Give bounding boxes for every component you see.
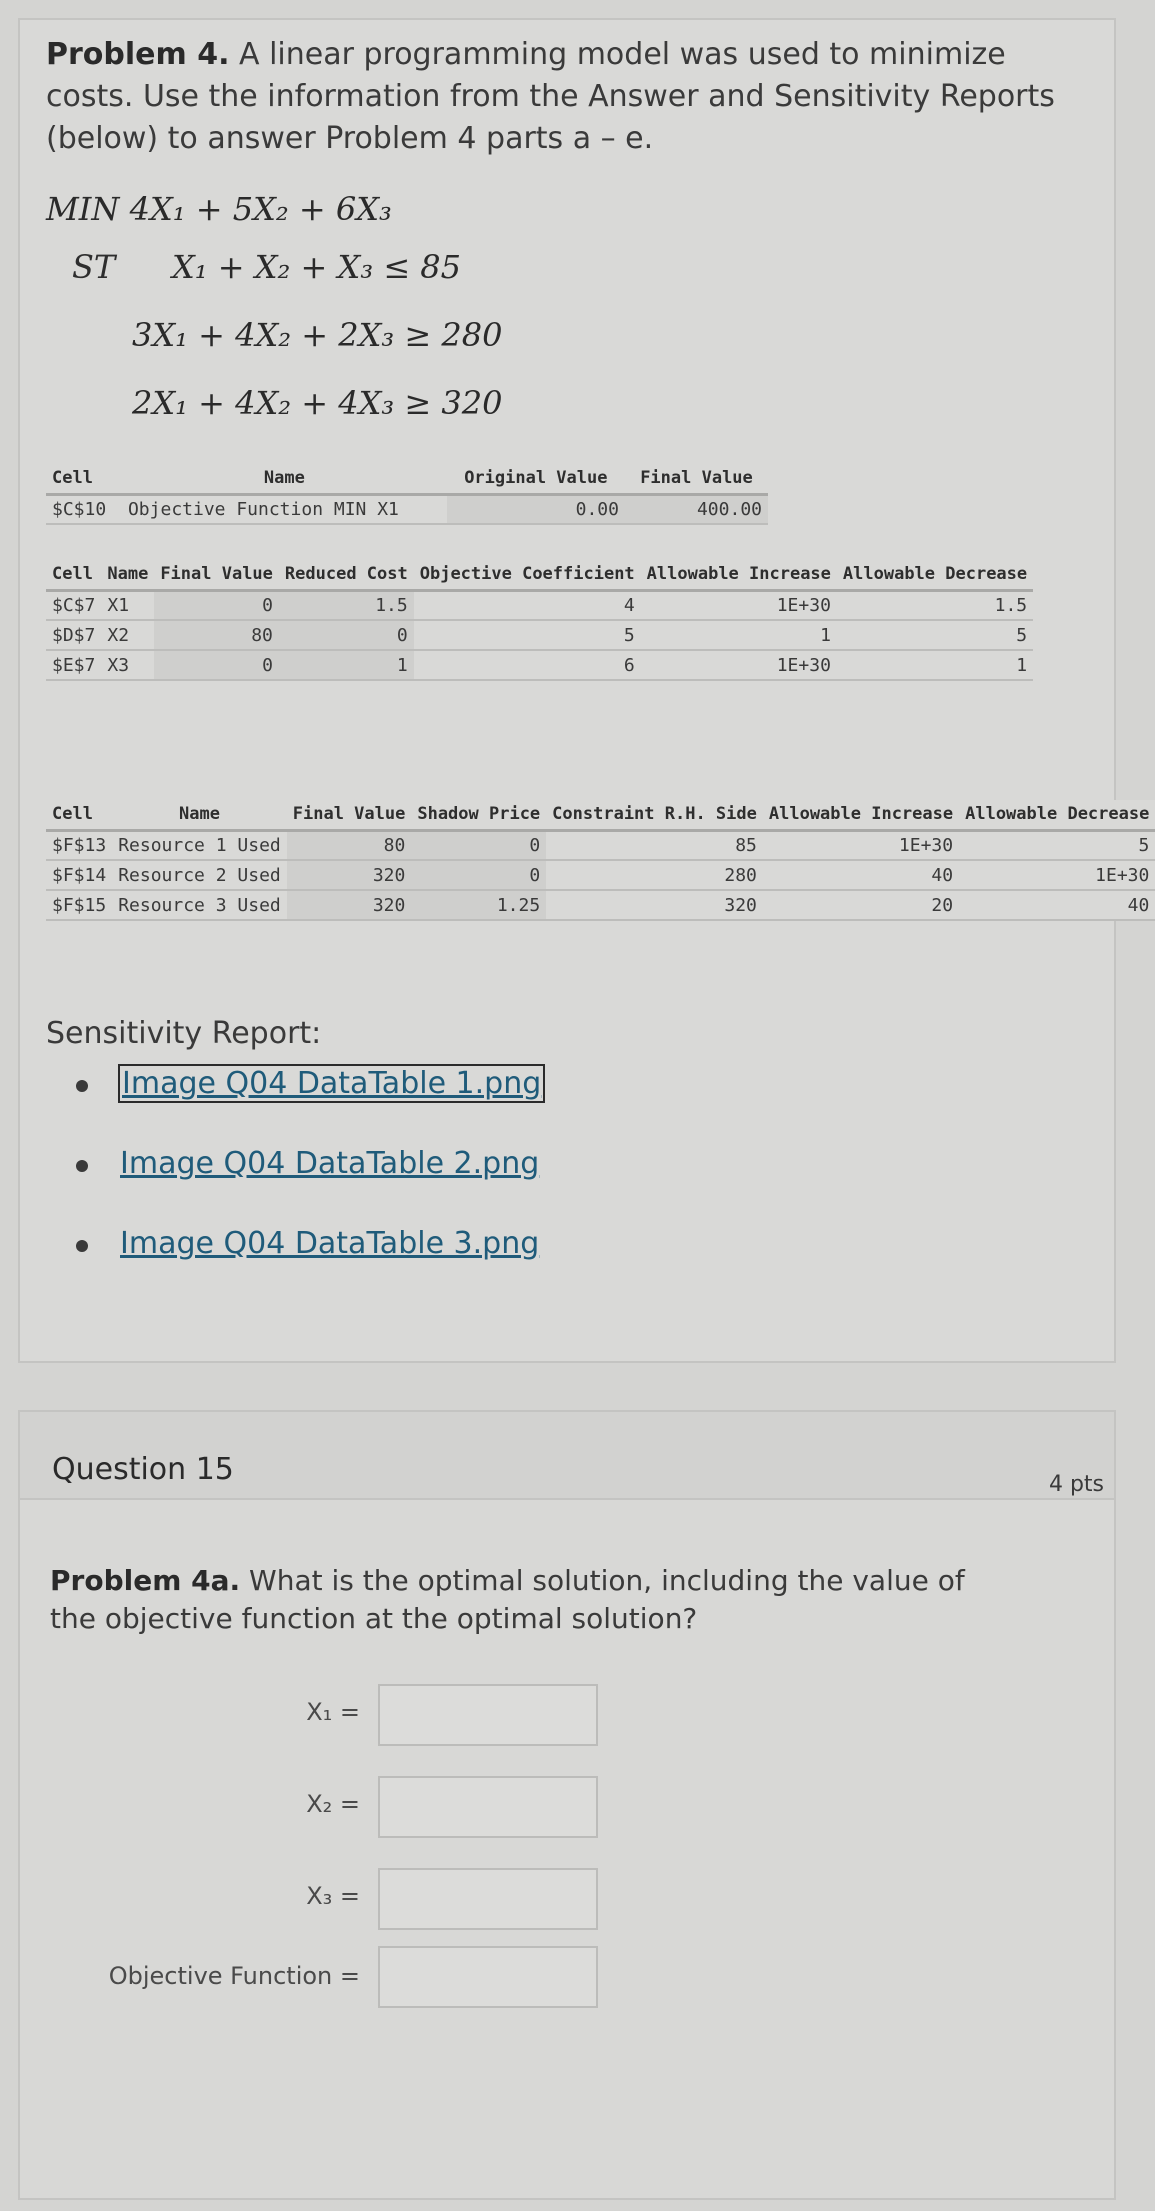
col-header: Name <box>112 800 287 830</box>
cell: Resource 2 Used <box>112 860 287 890</box>
col-header: Cell <box>46 464 122 494</box>
question-header <box>18 1410 1116 1500</box>
cell: 320 <box>546 890 763 920</box>
cell: Resource 3 Used <box>112 890 287 920</box>
col-header: Allowable Increase <box>763 800 959 830</box>
cell: 0.00 <box>447 494 625 524</box>
constraint-3: 2X₁ + 4X₂ + 4X₃ ≥ 320 <box>132 384 503 422</box>
col-header: Allowable Increase <box>641 560 837 590</box>
cell: 5 <box>959 830 1155 860</box>
cell: 0 <box>411 830 546 860</box>
col-header: Name <box>122 464 447 494</box>
constraint-1: X₁ + X₂ + X₃ ≤ 85 <box>172 248 462 286</box>
cell: 5 <box>414 620 641 650</box>
objective-function-label: Objective Function = <box>108 1962 360 1990</box>
cell: 85 <box>546 830 763 860</box>
table-row <box>46 890 1155 920</box>
cell: 1E+30 <box>641 590 837 620</box>
cell: 320 <box>287 890 412 920</box>
question-lead: Problem 4a. <box>50 1564 241 1597</box>
attachment-link-2[interactable]: Image Q04 DataTable 2.png <box>120 1146 540 1181</box>
constraints-table <box>46 800 1155 921</box>
sensitivity-title: Sensitivity Report: <box>46 1016 322 1051</box>
cell: 1E+30 <box>763 830 959 860</box>
objective-function: MIN 4X₁ + 5X₂ + 6X₃ <box>46 190 392 228</box>
cell: $C$7 <box>46 590 101 620</box>
table-row <box>46 620 1033 650</box>
cell: 0 <box>154 650 279 680</box>
cell: 1.5 <box>279 590 414 620</box>
cell: X2 <box>101 620 154 650</box>
cell: $F$13 <box>46 830 112 860</box>
question-prompt: What is the optimal solution, including the value of the objective function at the optimal solution? <box>50 1564 965 1635</box>
cell: 0 <box>279 620 414 650</box>
x1-label: X₁ = <box>306 1698 360 1726</box>
cell: 1 <box>837 650 1033 680</box>
cell: 80 <box>154 620 279 650</box>
x2-label: X₂ = <box>306 1790 360 1818</box>
cell: 0 <box>411 860 546 890</box>
objective-function-input[interactable] <box>378 1946 598 2008</box>
cell: 1.5 <box>837 590 1033 620</box>
cell: X1 <box>101 590 154 620</box>
cell: $C$10 <box>46 494 122 524</box>
attachment-link-3[interactable]: Image Q04 DataTable 3.png <box>120 1226 540 1261</box>
attachment-link-1[interactable]: Image Q04 DataTable 1.png <box>122 1066 542 1101</box>
cell: 40 <box>763 860 959 890</box>
cell: $E$7 <box>46 650 101 680</box>
cell: $D$7 <box>46 620 101 650</box>
col-header: Name <box>101 560 154 590</box>
cell: 20 <box>763 890 959 920</box>
table-row <box>46 860 1155 890</box>
cell: 4 <box>414 590 641 620</box>
table-row <box>46 590 1033 620</box>
attachment-list <box>76 1066 543 1306</box>
list-item <box>76 1226 543 1306</box>
col-header: Cell <box>46 560 101 590</box>
col-header: Original Value <box>447 464 625 494</box>
cell: 280 <box>546 860 763 890</box>
list-item <box>76 1146 543 1226</box>
col-header: Shadow Price <box>411 800 546 830</box>
cell: X3 <box>101 650 154 680</box>
cell: 1E+30 <box>641 650 837 680</box>
problem-lead: Problem 4. <box>46 37 230 72</box>
x1-input[interactable] <box>378 1684 598 1746</box>
problem-text: A linear programming model was used to minimize costs. Use the information from the Answer and Sensitivity Reports (below) to answer Problem 4 parts a – e. <box>46 37 1055 156</box>
st-label: ST <box>72 248 116 286</box>
cell: 1.25 <box>411 890 546 920</box>
col-header: Final Value <box>287 800 412 830</box>
cell: 40 <box>959 890 1155 920</box>
question-text <box>50 1562 1010 1638</box>
col-header: Allowable Decrease <box>837 560 1033 590</box>
col-header: Final Value <box>625 464 768 494</box>
col-header: Cell <box>46 800 112 830</box>
objective-cell-table <box>46 464 768 525</box>
question-points: 4 pts <box>1048 1472 1104 1497</box>
cell: 320 <box>287 860 412 890</box>
variable-cells-table <box>46 560 1033 681</box>
table-row <box>46 830 1155 860</box>
x3-input[interactable] <box>378 1868 598 1930</box>
cell: 80 <box>287 830 412 860</box>
col-header: Allowable Decrease <box>959 800 1155 830</box>
col-header: Final Value <box>154 560 279 590</box>
table-row <box>46 650 1033 680</box>
col-header: Reduced Cost <box>279 560 414 590</box>
cell: 0 <box>154 590 279 620</box>
cell: $F$14 <box>46 860 112 890</box>
question-title: Question 15 <box>52 1452 234 1487</box>
cell: 5 <box>837 620 1033 650</box>
col-header: Objective Coefficient <box>414 560 641 590</box>
cell: 400.00 <box>625 494 768 524</box>
constraint-2: 3X₁ + 4X₂ + 2X₃ ≥ 280 <box>132 316 503 354</box>
cell: $F$15 <box>46 890 112 920</box>
col-header: Constraint R.H. Side <box>546 800 763 830</box>
table-row <box>46 494 768 524</box>
cell: 6 <box>414 650 641 680</box>
cell: Objective Function MIN X1 <box>122 494 447 524</box>
cell: 1E+30 <box>959 860 1155 890</box>
cell: 1 <box>279 650 414 680</box>
problem-intro <box>46 34 1086 160</box>
cell: Resource 1 Used <box>112 830 287 860</box>
x2-input[interactable] <box>378 1776 598 1838</box>
cell: 1 <box>641 620 837 650</box>
list-item <box>76 1066 543 1146</box>
x3-label: X₃ = <box>306 1882 360 1910</box>
